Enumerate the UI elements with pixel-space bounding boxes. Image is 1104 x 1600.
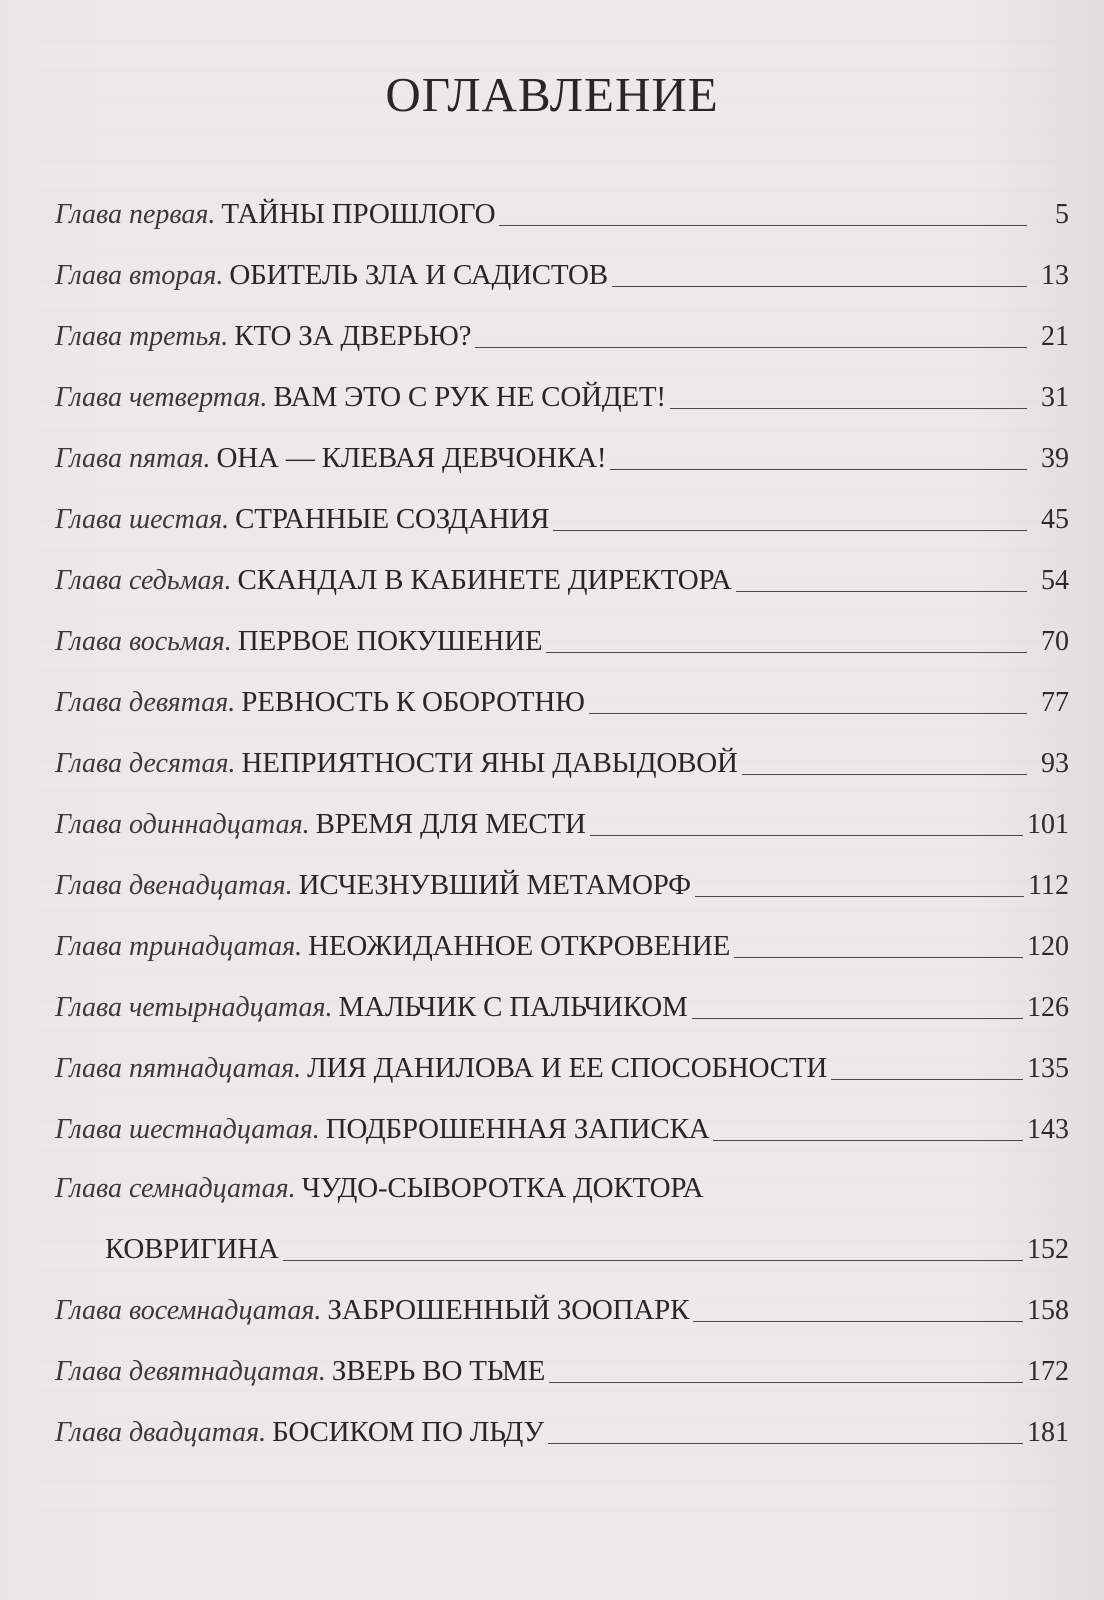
toc-entry[interactable] [55,542,1069,603]
chapter-title: ВАМ ЭТО С РУК НЕ СОЙДЕТ! [273,381,666,413]
toc-entry[interactable] [55,1333,1069,1394]
chapter-number: Глава вторая. [55,260,224,291]
toc-entry[interactable] [55,725,1069,786]
toc-entry[interactable] [55,847,1069,908]
dot-leader [553,530,1027,531]
chapter-number: Глава девятнадцатая. [55,1356,326,1387]
dot-leader [475,347,1027,348]
dot-leader [590,835,1023,836]
dot-leader [692,1018,1023,1019]
chapter-number: Глава седьмая. [55,565,232,596]
chapter-title: ПЕРВОЕ ПОКУШЕНИЕ [237,625,543,657]
page-number: 5 [1055,199,1069,230]
dot-leader [499,225,1027,226]
chapter-number: Глава восьмая. [55,626,232,657]
page-number: 143 [1027,1114,1069,1145]
chapter-title: СТРАННЫЕ СОЗДАНИЯ [235,503,550,535]
chapter-title: ИСЧЕЗНУВШИЙ МЕТАМОРФ [298,869,691,901]
toc-entry[interactable] [55,603,1069,664]
page-number: 70 [1041,626,1069,657]
page-number: 21 [1041,321,1069,352]
dot-leader [831,1079,1023,1080]
chapter-title: ЛИЯ ДАНИЛОВА И ЕЕ СПОСОБНОСТИ [307,1052,828,1084]
chapter-title: НЕПРИЯТНОСТИ ЯНЫ ДАВЫДОВОЙ [241,747,738,779]
page-number: 181 [1027,1417,1069,1448]
chapter-title: СКАНДАЛ В КАБИНЕТЕ ДИРЕКТОРА [237,564,732,596]
page-number: 45 [1041,504,1069,535]
toc-entry[interactable] [55,298,1069,359]
chapter-title: ОБИТЕЛЬ ЗЛА И САДИСТОВ [229,259,608,291]
chapter-title: МАЛЬЧИК С ПАЛЬЧИКОМ [338,991,688,1023]
chapter-number: Глава восемнадцатая. [55,1295,322,1326]
dot-leader [736,591,1027,592]
toc-entry[interactable] [55,1394,1069,1455]
chapter-number: Глава двадцатая. [55,1417,267,1448]
chapter-title: ЗАБРОШЕННЫЙ ЗООПАРК [327,1294,690,1326]
dot-leader [546,652,1027,653]
toc-entry[interactable] [55,359,1069,420]
dot-leader [695,896,1024,897]
toc-entry[interactable] [55,237,1069,298]
chapter-number: Глава семнадцатая. [55,1173,296,1204]
page-number: 93 [1041,748,1069,779]
dot-leader [610,469,1027,470]
chapter-number: Глава пятнадцатая. [55,1053,302,1084]
dot-leader [670,408,1027,409]
chapter-number: Глава одиннадцатая. [55,809,310,840]
chapter-title: ЗВЕРЬ ВО ТЬМЕ [331,1355,546,1387]
chapter-number: Глава шестая. [55,504,230,535]
toc-entry[interactable] [55,420,1069,481]
dot-leader [549,1382,1023,1383]
page-number: 126 [1027,992,1069,1023]
dot-leader [612,286,1027,287]
chapter-title: РЕВНОСТЬ К ОБОРОТНЮ [241,686,585,718]
chapter-title: ОНА — КЛЕВАЯ ДЕВЧОНКА! [216,442,607,474]
page-number: 135 [1027,1053,1069,1084]
dot-leader [283,1260,1023,1261]
chapter-title: ПОДБРОШЕННАЯ ЗАПИСКА [325,1113,710,1145]
chapter-title: ТАЙНЫ ПРОШЛОГО [221,198,496,230]
page-number: 13 [1041,260,1069,291]
toc-entry[interactable] [55,481,1069,542]
page-number: 31 [1041,382,1069,413]
chapter-title-continuation: КОВРИГИНА [105,1233,279,1265]
toc-entry[interactable] [55,908,1069,969]
page-number: 158 [1027,1295,1069,1326]
page-number: 120 [1027,931,1069,962]
dot-leader [693,1321,1023,1322]
chapter-title: НЕОЖИДАННОЕ ОТКРОВЕНИЕ [308,930,731,962]
chapter-number: Глава первая. [55,199,216,230]
table-of-contents [55,176,1069,1455]
chapter-number: Глава двенадцатая. [55,870,293,901]
toc-entry[interactable] [55,664,1069,725]
dot-leader [713,1140,1023,1141]
page-number: 112 [1028,870,1069,901]
chapter-number: Глава девятая. [55,687,236,718]
chapter-number: Глава тринадцатая. [55,931,303,962]
chapter-title: ЧУДО-СЫВОРОТКА ДОКТОРА [301,1172,704,1204]
page-number: 39 [1041,443,1069,474]
toc-entry[interactable] [55,786,1069,847]
page-number: 77 [1041,687,1069,718]
toc-entry[interactable] [55,1091,1069,1152]
chapter-title: ВРЕМЯ ДЛЯ МЕСТИ [315,808,586,840]
dot-leader [742,774,1027,775]
chapter-number: Глава десятая. [55,748,236,779]
dot-leader [734,957,1023,958]
toc-entry[interactable] [55,1272,1069,1333]
dot-leader [548,1443,1023,1444]
dot-leader [589,713,1027,714]
toc-entry-continuation[interactable] [55,1211,1069,1272]
chapter-number: Глава третья. [55,321,229,352]
chapter-number: Глава шестнадцатая. [55,1114,320,1145]
page-number: 172 [1027,1356,1069,1387]
chapter-title: КТО ЗА ДВЕРЬЮ? [234,320,472,352]
chapter-number: Глава четвертая. [55,382,268,413]
page-number: 54 [1041,565,1069,596]
chapter-number: Глава пятая. [55,443,211,474]
chapter-number: Глава четырнадцатая. [55,992,333,1023]
page-title: ОГЛАВЛЕНИЕ [385,67,719,122]
toc-entry[interactable] [55,1152,1069,1211]
chapter-title: БОСИКОМ ПО ЛЬДУ [272,1416,544,1448]
toc-entry[interactable] [55,969,1069,1030]
toc-entry[interactable] [55,1030,1069,1091]
toc-entry[interactable] [55,176,1069,237]
page-number: 101 [1027,809,1069,840]
page-number: 152 [1027,1234,1069,1265]
